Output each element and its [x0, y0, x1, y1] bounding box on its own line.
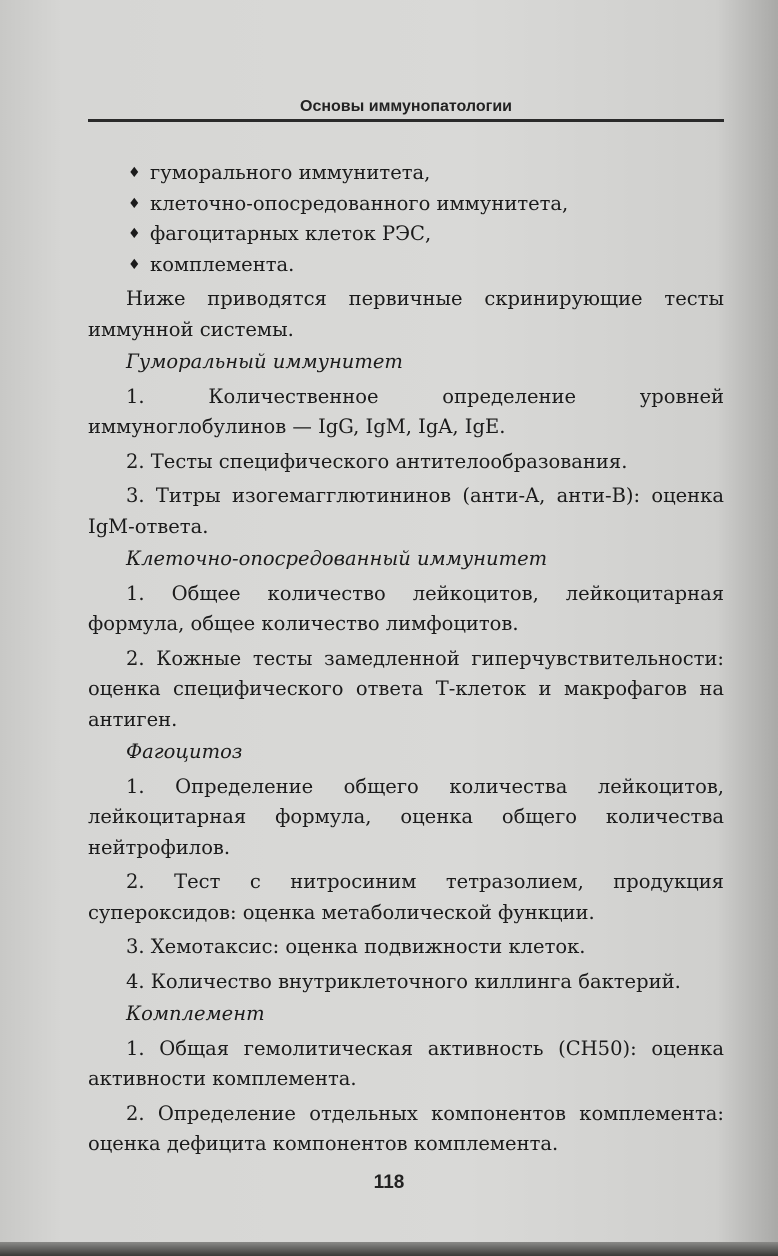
list-item: 3. Хемотаксис: оценка подвижности клеток. — [126, 935, 586, 958]
section-heading-complement: Комплемент — [126, 1002, 265, 1025]
list-item: 4. Количество внутриклеточного киллинга бактерий. — [126, 969, 681, 993]
bullet-item — [88, 189, 724, 220]
section-heading-humoral: Гуморальный иммунитет — [126, 350, 403, 373]
list-item: 1. Количественное определение уровней иммуноглобулинов — IgG, IgM, IgA, IgE. — [88, 384, 724, 438]
bullet-text: комплемента. — [150, 252, 295, 276]
list-item: 2. Кожные тесты замедленной гиперчувствительности: оценка специфического ответа Т-клеток и макрофагов на антиген. — [88, 646, 724, 731]
list-item: 1. Общее количество лейкоцитов, лейкоцитарная формула, общее количество лимфоцитов. — [88, 581, 724, 635]
bullet-item — [88, 158, 724, 189]
section-heading-phagocytosis: Фагоцитоз — [126, 740, 243, 763]
diamond-bullet-icon: ♦ — [128, 256, 141, 273]
list-item: 2. Тест с нитросиним тетразолием, продукция супероксидов: оценка метаболической функции. — [88, 870, 724, 924]
bullet-text: гуморального иммунитета, — [150, 161, 431, 184]
diamond-bullet-icon: ♦ — [128, 226, 141, 242]
page-number: 118 — [373, 1172, 405, 1193]
bullet-item — [88, 250, 724, 281]
page-body — [88, 158, 724, 1160]
list-item: 1. Общая гемолитическая активность (CH50): оценка активности комплемента. — [88, 1036, 724, 1090]
header-rule — [88, 119, 724, 122]
list-item: 2. Тесты специфического антителообразования. — [126, 449, 628, 473]
intro-paragraph: Ниже приводятся первичные скринирующие тесты иммунной системы. — [88, 287, 724, 341]
list-item: 3. Титры изогемагглютининов (анти-A, анти-B): оценка IgM-ответа. — [88, 484, 724, 538]
bullet-text: клеточно-опосредованного иммунитета, — [150, 191, 569, 215]
section-heading-cellular: Клеточно-опосредованный иммунитет — [126, 547, 548, 570]
diamond-bullet-icon: ♦ — [128, 165, 141, 181]
list-item: 2. Определение отдельных компонентов комплемента: оценка дефицита компонентов комплемента. — [88, 1101, 724, 1155]
diamond-bullet-icon: ♦ — [128, 195, 141, 212]
bullet-item — [88, 219, 724, 250]
bullet-text: фагоцитарных клеток РЭС, — [150, 222, 432, 245]
running-header: Основы иммунопатологии — [300, 98, 512, 115]
list-item: 1. Определение общего количества лейкоцитов, лейкоцитарная формула, оценка общего количества нейтрофилов. — [88, 774, 724, 859]
page-bottom-edge — [0, 1242, 778, 1256]
